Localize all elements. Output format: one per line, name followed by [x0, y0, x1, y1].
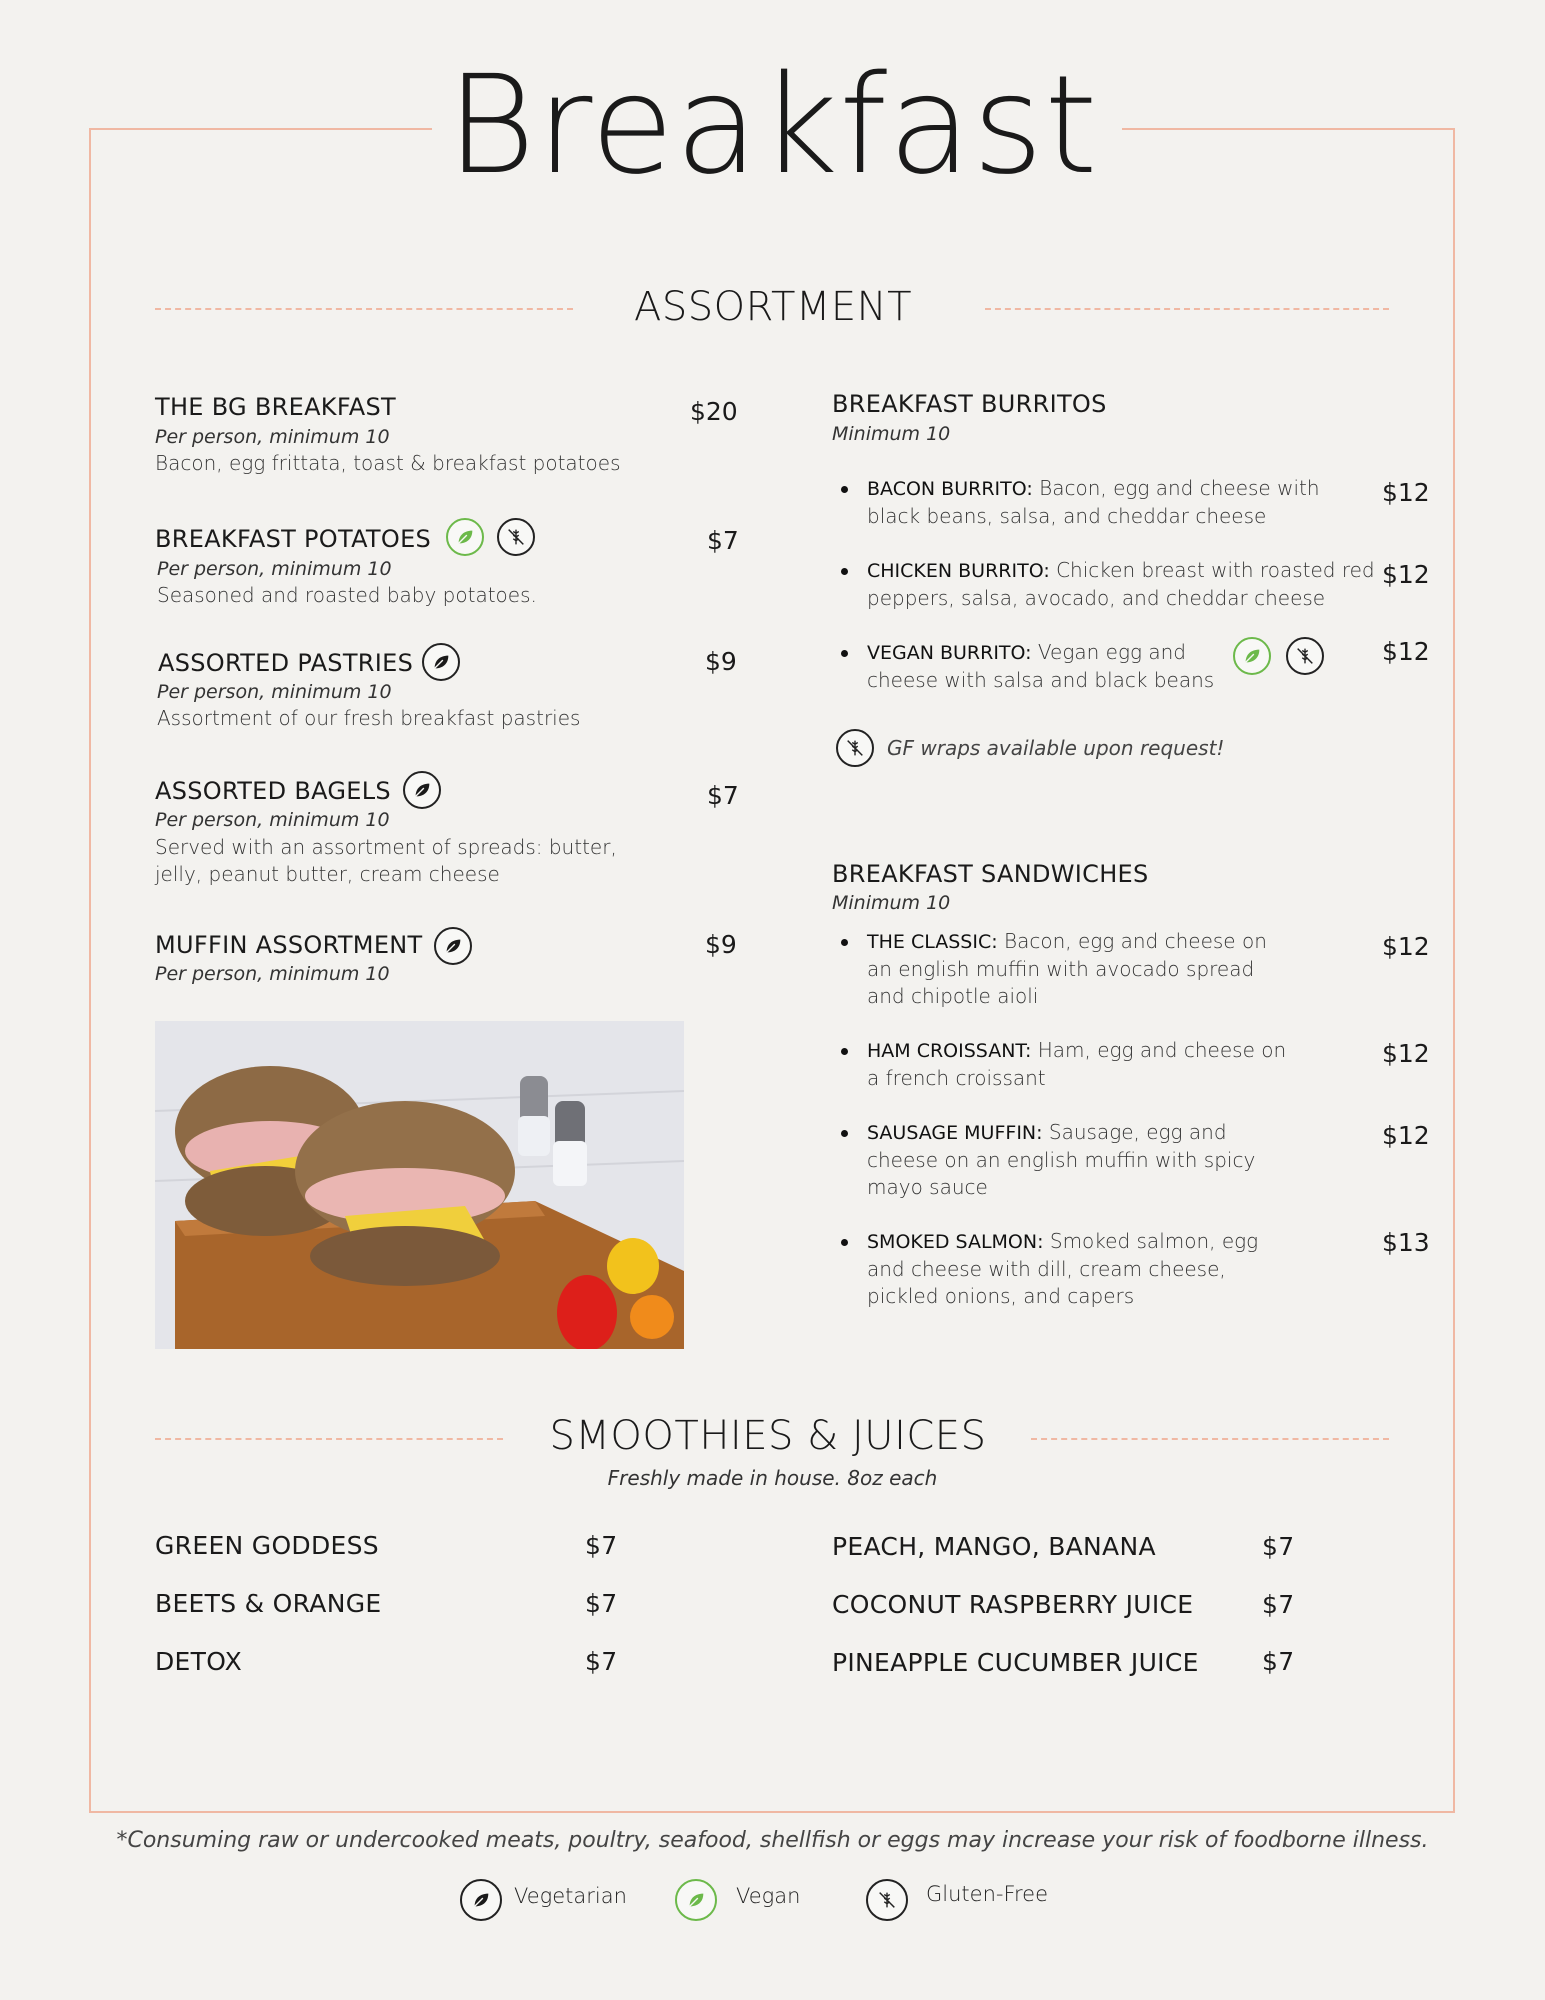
list-item-the-classic	[867, 928, 1287, 1010]
sandwich-desc: Bacon, egg and cheese on an english muffin with avocado spread and chipotle aioli	[867, 929, 1267, 1008]
foodborne-disclaimer: *Consuming raw or undercooked meats, poultry, seafood, shellfish or eggs may increase your risk of foodborne illness.	[116, 1828, 1429, 1853]
item-bg-breakfast-price: $20	[690, 397, 738, 426]
gluten-free-icon	[1286, 637, 1324, 675]
juice-name: DETOX	[155, 1647, 243, 1676]
smoothies-heading: SMOOTHIES & JUICES	[549, 1413, 987, 1459]
sandwich-name: SAUSAGE MUFFIN:	[867, 1122, 1043, 1144]
legend-label: Vegetarian	[514, 1884, 627, 1908]
divider-right	[985, 308, 1389, 310]
item-muffin-assortment-title: MUFFIN ASSORTMENT	[155, 931, 423, 959]
divider-left	[155, 1438, 503, 1440]
legend-label: Vegan	[736, 1884, 801, 1908]
smoked-salmon-price: $13	[1382, 1228, 1430, 1257]
vegan-icon	[675, 1879, 717, 1921]
juice-price: $7	[585, 1589, 618, 1618]
list-item-bacon-burrito	[867, 475, 1377, 530]
ham-croissant-price: $12	[1382, 1039, 1430, 1068]
vegetarian-icon	[460, 1879, 502, 1921]
vegan-icon	[1233, 637, 1271, 675]
vegetarian-icon	[403, 771, 441, 809]
sandwiches-heading: BREAKFAST SANDWICHES	[832, 860, 1149, 888]
gf-wraps-note: GF wraps available upon request!	[887, 736, 1225, 760]
sandwich-name: HAM CROISSANT:	[867, 1040, 1032, 1062]
divider-right	[1031, 1438, 1389, 1440]
juice-name: BEETS & ORANGE	[155, 1589, 382, 1618]
juice-price: $7	[585, 1647, 618, 1676]
list-item-sausage-muffin	[867, 1119, 1287, 1201]
juice-price: $7	[585, 1531, 618, 1560]
list-item-ham-croissant	[867, 1037, 1287, 1092]
legend-label: Gluten-Free	[926, 1882, 1049, 1906]
item-assorted-pastries-price: $9	[705, 647, 737, 676]
list-item-vegan-burrito	[867, 639, 1237, 694]
item-muffin-assortment-sub: Per person, minimum 10	[155, 963, 390, 985]
gluten-free-icon	[866, 1879, 908, 1921]
sandwich-desc: Sausage, egg and cheese on an english muffin with spicy mayo sauce	[867, 1120, 1256, 1199]
item-muffin-assortment-price: $9	[705, 930, 737, 959]
burrito-desc: Vegan egg and cheese with salsa and black beans	[867, 640, 1215, 692]
vegetarian-icon	[434, 927, 472, 965]
vegan-burrito-price: $12	[1382, 637, 1430, 666]
item-bg-breakfast-desc: Bacon, egg frittata, toast & breakfast potatoes	[155, 451, 621, 475]
sandwich-photo	[155, 1021, 684, 1349]
sausage-muffin-price: $12	[1382, 1121, 1430, 1150]
sandwich-desc: Smoked salmon, egg and cheese with dill, cream cheese, pickled onions, and capers	[867, 1229, 1259, 1308]
juice-name: GREEN GODDESS	[155, 1531, 379, 1560]
burrito-name: VEGAN BURRITO:	[867, 642, 1032, 664]
item-assorted-bagels-price: $7	[707, 781, 739, 810]
smoothies-sub: Freshly made in house. 8oz each	[607, 1466, 938, 1490]
assortment-heading: ASSORTMENT	[633, 284, 913, 330]
juice-price: $7	[1262, 1647, 1295, 1676]
burrito-name: BACON BURRITO:	[867, 478, 1033, 500]
item-breakfast-potatoes-desc: Seasoned and roasted baby potatoes.	[157, 583, 537, 607]
list-item-chicken-burrito	[867, 557, 1387, 612]
burritos-sub: Minimum 10	[832, 423, 951, 445]
vegetarian-icon	[422, 643, 460, 681]
item-assorted-pastries-desc: Assortment of our fresh breakfast pastries	[157, 706, 581, 730]
item-bg-breakfast-sub: Per person, minimum 10	[155, 426, 390, 448]
sandwich-name: THE CLASSIC:	[867, 931, 998, 953]
page-title: Breakfast	[446, 47, 1099, 205]
item-bg-breakfast-title: THE BG BREAKFAST	[155, 393, 396, 421]
gluten-free-icon	[836, 729, 874, 767]
item-breakfast-potatoes-price: $7	[707, 526, 739, 555]
chicken-burrito-price: $12	[1382, 560, 1430, 589]
divider-left	[155, 308, 573, 310]
item-breakfast-potatoes-title: BREAKFAST POTATOES	[155, 525, 432, 553]
burritos-heading: BREAKFAST BURRITOS	[832, 390, 1107, 418]
item-assorted-pastries-sub: Per person, minimum 10	[157, 681, 392, 703]
item-assorted-bagels-desc: Served with an assortment of spreads: butter, jelly, peanut butter, cream cheese	[155, 835, 617, 886]
item-assorted-bagels-sub: Per person, minimum 10	[155, 809, 390, 831]
vegan-icon	[446, 518, 484, 556]
juice-name: PINEAPPLE CUCUMBER JUICE	[832, 1648, 1199, 1677]
bacon-burrito-price: $12	[1382, 478, 1430, 507]
sandwich-name: SMOKED SALMON:	[867, 1231, 1044, 1253]
juice-name: PEACH, MANGO, BANANA	[832, 1532, 1156, 1561]
sandwich-desc: Ham, egg and cheese on a french croissant	[867, 1038, 1287, 1090]
list-item-smoked-salmon	[867, 1228, 1287, 1310]
burrito-desc: Chicken breast with roasted red peppers, salsa, avocado, and cheddar cheese	[867, 558, 1375, 610]
sandwiches-sub: Minimum 10	[832, 892, 951, 914]
juice-price: $7	[1262, 1532, 1295, 1561]
burrito-name: CHICKEN BURRITO:	[867, 560, 1050, 582]
the-classic-price: $12	[1382, 932, 1430, 961]
burrito-desc: Bacon, egg and cheese with black beans, salsa, and cheddar cheese	[867, 476, 1320, 528]
item-breakfast-potatoes-sub: Per person, minimum 10	[157, 558, 392, 580]
item-assorted-pastries-title: ASSORTED PASTRIES	[158, 649, 414, 677]
juice-price: $7	[1262, 1590, 1295, 1619]
item-assorted-bagels-title: ASSORTED BAGELS	[155, 777, 391, 805]
juice-name: COCONUT RASPBERRY JUICE	[832, 1590, 1194, 1619]
gluten-free-icon	[497, 518, 535, 556]
